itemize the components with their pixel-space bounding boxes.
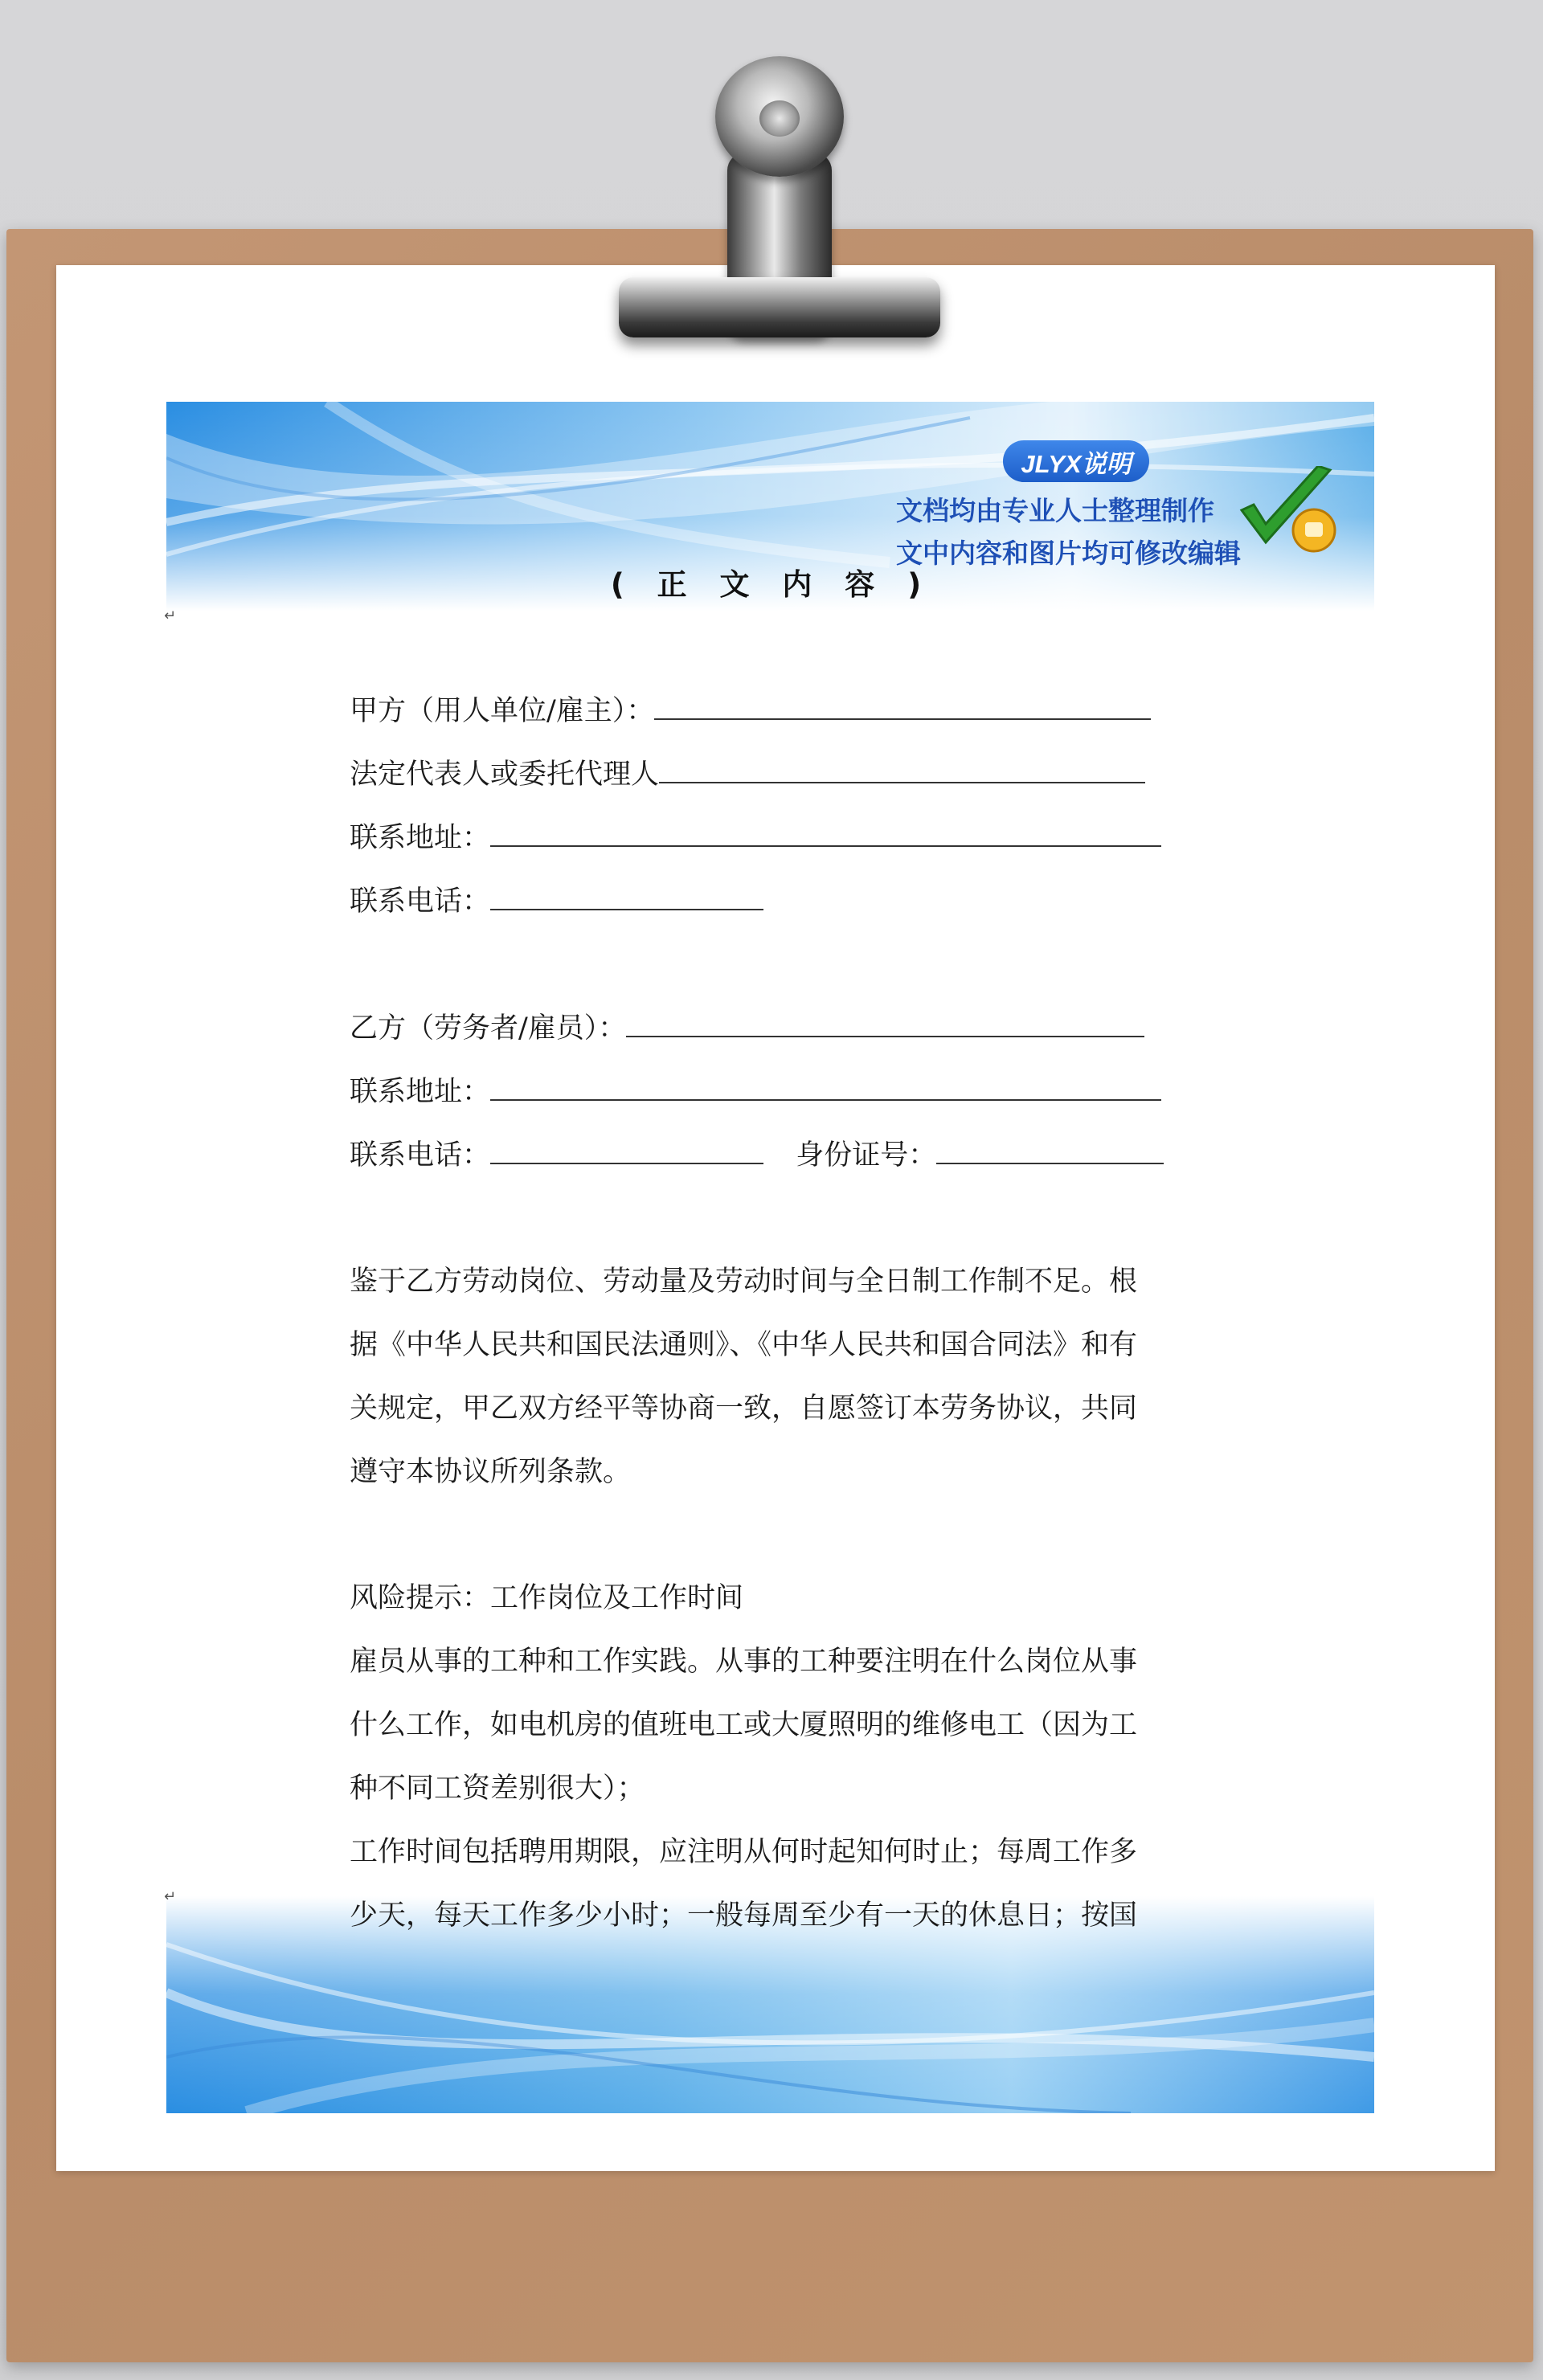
party-a-row — [350, 689, 1151, 729]
party-a-phone-label: 联系电话： — [350, 885, 491, 918]
party-b-address-field[interactable] — [490, 1075, 1161, 1101]
party-a-address-field[interactable] — [490, 821, 1161, 847]
party-b-address-row — [350, 1069, 1161, 1110]
party-a-address-label: 联系地址： — [350, 822, 491, 854]
check-mark-icon — [1238, 466, 1350, 554]
party-a-phone-field[interactable] — [490, 885, 763, 910]
party-a-representative-row — [350, 752, 1145, 792]
paragraph-mark: ↵ — [164, 607, 177, 624]
preamble-line: 据《中华人民共和国民法通则》、《中华人民共和国合同法》和有 — [350, 1329, 1138, 1361]
party-b-label: 乙方（劳务者/雇员）： — [350, 1012, 627, 1045]
info-badge: JLYX说明 — [1003, 440, 1149, 482]
party-b-row — [350, 1006, 1144, 1046]
paragraph-mark: ↵ — [164, 1888, 177, 1905]
party-b-name-field[interactable] — [626, 1012, 1144, 1037]
preamble-line: 关规定，甲乙双方经平等协商一致，自愿签订本劳务协议，共同 — [350, 1392, 1138, 1425]
party-a-address-row — [350, 816, 1161, 856]
clip-hole — [759, 100, 800, 137]
party-a-label: 甲方（用人单位/雇主）： — [350, 695, 655, 727]
risk-line: 少天，每天工作多少小时；一般每周至少有一天的休息日；按国 — [350, 1900, 1138, 1932]
party-a-name-field[interactable] — [654, 694, 1151, 720]
party-b-id-field[interactable] — [936, 1139, 1164, 1164]
section-title: ( 正 文 内 容 ) — [610, 567, 933, 602]
clip-base — [619, 277, 940, 337]
risk-line: 种不同工资差别很大）； — [350, 1773, 645, 1805]
banner-note-line-2: 文中内容和图片均可修改编辑 — [896, 538, 1241, 568]
clip-icon — [563, 48, 964, 354]
party-b-phone-label: 联系电话： — [350, 1139, 491, 1172]
preamble-line: 遵守本协议所列条款。 — [350, 1456, 632, 1488]
party-b-contact-row — [350, 1133, 1164, 1173]
thumbs-up-icon — [1293, 509, 1335, 551]
risk-line: 工作时间包括聘用期限，应注明从何时起知何时止；每周工作多 — [350, 1836, 1138, 1868]
party-b-phone-field[interactable] — [490, 1139, 763, 1164]
risk-line: 雇员从事的工种和工作实践。从事的工种要注明在什么岗位从事 — [350, 1646, 1138, 1678]
risk-heading: 风险提示：工作岗位及工作时间 — [350, 1582, 744, 1614]
party-b-address-label: 联系地址： — [350, 1076, 491, 1108]
preamble-line: 鉴于乙方劳动岗位、劳动量及劳动时间与全日制工作制不足。根 — [350, 1266, 1138, 1298]
risk-line: 什么工作，如电机房的值班电工或大厦照明的维修电工（因为工 — [350, 1709, 1138, 1741]
banner-note-line-1: 文档均由专业人士整理制作 — [896, 496, 1214, 525]
party-a-representative-label: 法定代表人或委托代理人 — [350, 759, 660, 791]
party-a-phone-row — [350, 879, 763, 919]
party-b-id-label: 身份证号： — [796, 1139, 937, 1172]
party-a-representative-field[interactable] — [659, 758, 1145, 783]
